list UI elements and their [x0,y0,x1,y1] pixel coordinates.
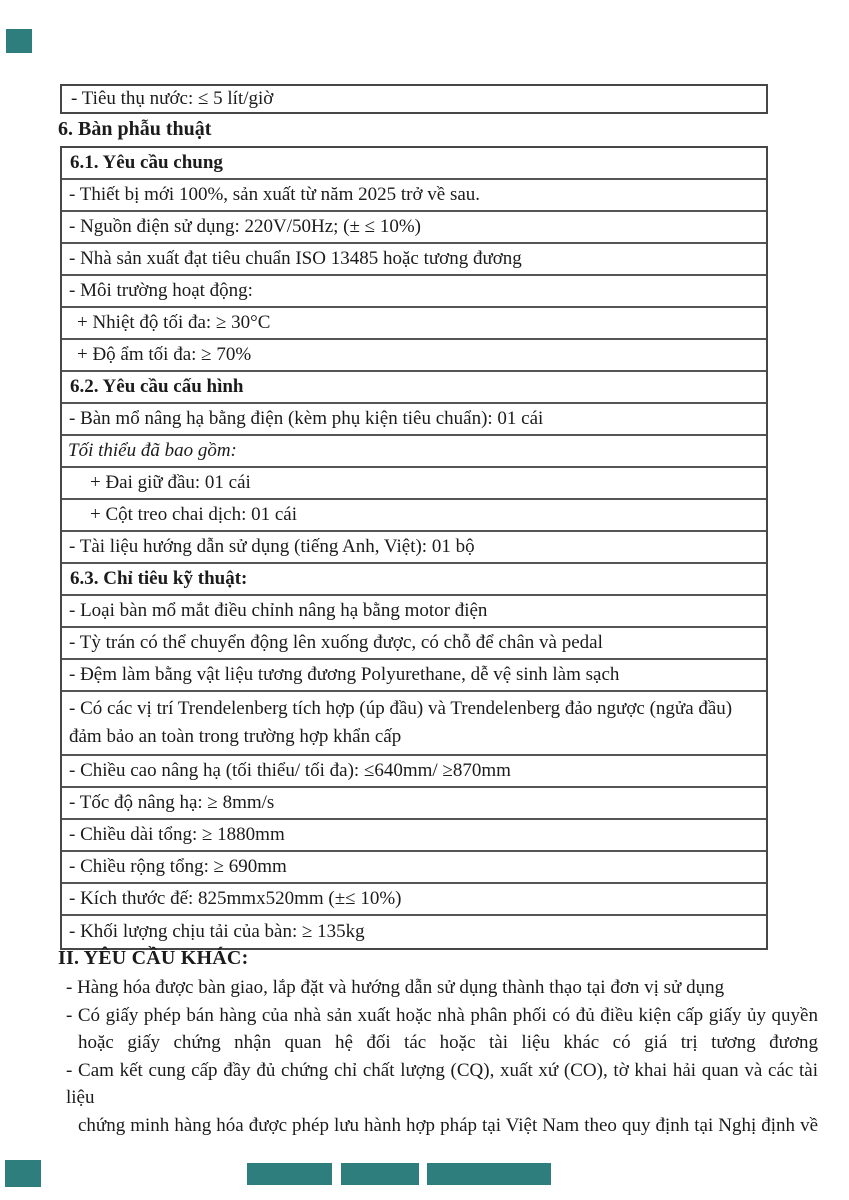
redaction-box [247,1163,332,1185]
table-row: + Nhiệt độ tối đa: ≥ 30°C [62,308,766,340]
table-row: - Thiết bị mới 100%, sản xuất từ năm 2025 trở về sau. [62,180,766,212]
table-row: - Môi trường hoạt động: [62,276,766,308]
table-row: - Khối lượng chịu tải của bàn: ≥ 135kg [62,916,766,948]
section-ii-heading: II. YÊU CẦU KHÁC: [58,947,249,969]
requirement-item [66,974,818,1002]
section-6-heading: 6. Bàn phẫu thuật [58,118,212,140]
redaction-box [341,1163,419,1185]
table-row: - Nhà sản xuất đạt tiêu chuẩn ISO 13485 hoặc tương đương [62,244,766,276]
table-row: - Chiều cao nâng hạ (tối thiểu/ tối đa): ≤640mm/ ≥870mm [62,756,766,788]
table-row: - Chiều dài tổng: ≥ 1880mm [62,820,766,852]
table-row: - Tài liệu hướng dẫn sử dụng (tiếng Anh, Việt): 01 bộ [62,532,766,564]
table-row: - Đệm làm bằng vật liệu tương đương Polyurethane, dễ vệ sinh làm sạch [62,660,766,692]
requirement-line: - Cam kết cung cấp đầy đủ chứng chỉ chất lượng (CQ), xuất xứ (CO), tờ khai hải quan và các tài liệu [66,1059,818,1108]
requirement-item [66,1057,818,1140]
water-consumption-text: - Tiêu thụ nước: ≤ 5 lít/giờ [71,88,274,109]
table-row: - Bàn mổ nâng hạ bằng điện (kèm phụ kiện tiêu chuẩn): 01 cái [62,404,766,436]
requirement-line: chứng minh hàng hóa được phép lưu hành hợp pháp tại Việt Nam theo quy định tại Nghị định về [78,1114,818,1136]
water-consumption-row [60,84,768,114]
redaction-box [6,29,32,53]
table-row: Tối thiểu đã bao gồm: [62,436,766,468]
table-row: + Độ ẩm tối đa: ≥ 70% [62,340,766,372]
table-section-header: 6.2. Yêu cầu cấu hình [62,372,766,404]
table-row: - Kích thước đế: 825mmx520mm (±≤ 10%) [62,884,766,916]
requirement-item [66,1002,818,1057]
requirement-line: - Hàng hóa được bàn giao, lắp đặt và hướng dẫn sử dụng thành thạo tại đơn vị sử dụng [66,977,725,998]
table-row: + Cột treo chai dịch: 01 cái [62,500,766,532]
table-section-header: 6.1. Yêu cầu chung [62,148,766,180]
table-row: - Có các vị trí Trendelenberg tích hợp (úp đầu) và Trendelenberg đảo ngược (ngửa đầu) đảm bảo an toàn trong trường hợp khẩn cấp [62,692,766,756]
table-row: + Đai giữ đầu: 01 cái [62,468,766,500]
spec-table [60,146,768,950]
table-row: - Loại bàn mổ mắt điều chỉnh nâng hạ bằng motor điện [62,596,766,628]
requirement-line: - Có giấy phép bán hàng của nhà sản xuất hoặc nhà phân phối có đủ điều kiện cấp giấy ủy quyền [66,1004,818,1026]
table-row: - Tốc độ nâng hạ: ≥ 8mm/s [62,788,766,820]
table-row: - Chiều rộng tổng: ≥ 690mm [62,852,766,884]
table-section-header: 6.3. Chỉ tiêu kỹ thuật: [62,564,766,596]
redaction-box [5,1160,41,1187]
table-row: - Tỳ trán có thể chuyển động lên xuống được, có chỗ để chân và pedal [62,628,766,660]
redaction-box [427,1163,513,1185]
table-row: - Nguồn điện sử dụng: 220V/50Hz; (± ≤ 10%) [62,212,766,244]
redaction-box [513,1163,551,1185]
other-requirements-list [66,974,818,1139]
requirement-line: hoặc giấy chứng nhận quan hệ đối tác hoặc tài liệu khác có giá trị tương đương [78,1032,818,1053]
